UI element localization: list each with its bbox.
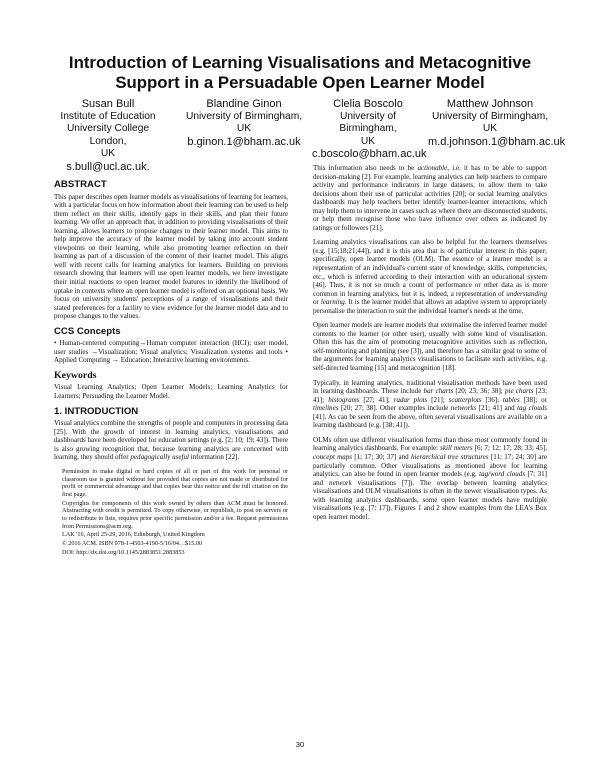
author-affiliation: Institute of Education — [60, 110, 156, 122]
text-run: [21; 41] and — [478, 404, 515, 413]
text-run: [27; 41]; — [363, 395, 390, 404]
author-email[interactable]: b.ginon.1@bham.ac.uk — [187, 135, 301, 148]
emphasis: timelines — [313, 404, 339, 413]
text-run: [38]; or — [523, 395, 547, 404]
permission-text: Copyrights for components of this work owned by others than ACM must be honored. Abstracting with credit is permitted. To copy otherwise, or republish, to post on servers or to redistribute to lists, requires prior specific permission and/or a fee. Request permissions from Permissions@acm.org. — [62, 499, 288, 530]
text-run: [21]; — [431, 395, 445, 404]
text-run: Typically, in learning analytics, traditional visualisation methods have been used in learning dashboards. These include — [313, 378, 547, 396]
text-run: Learning analytics visualisations can also be helpful for the learners themselves (e.g. [15;18;21;44]), and it is this area that is of particular interest in this paper; specifically, open learner models (OLM). The essence of a learner model is a representation of an individual's current state of knowledge, skills, competencies, etc., which is inferred according to their interaction with an educational system [46]. Thus, it is not so much a count of performance or other data as is more common in learning analytics, but it is, indeed, a representation of — [313, 238, 547, 298]
introduction-heading: 1. INTRODUCTION — [54, 405, 139, 417]
author-email[interactable]: c.boscolo@bham.ac.uk — [312, 148, 427, 161]
introduction-paragraph — [54, 419, 288, 462]
emphasis: bar charts — [423, 387, 454, 396]
emphasis: networks — [450, 404, 477, 413]
text-run: [20; 23; 36; 38]; — [455, 387, 503, 396]
body-paragraph — [313, 379, 547, 430]
text-run: , i.e. it has to be able to support decision-making [2]. For example, learning analytics can help teachers to compare activity and performance indicators in large datasets, to allow them to take decisions about their use of particular activities [20]; or social learning analytics dashboards may help teachers better identify learner-learner interactions, which may help them to intervene in cases such as where there are disconnected students, or help them recognise those who have influence over others as indicated by ratings or followers [21]. — [313, 164, 548, 232]
abstract-heading: ABSTRACT — [54, 179, 107, 190]
author-name: Susan Bull — [81, 98, 135, 110]
ccs-text: • Human-centered computing→Human computer interaction (HCI); user model, user studies →Visualization; Visual analytics; Visualization systems and tools • Applied Computing → Education; Interactive learning environments. — [54, 339, 288, 365]
text-run: [23; 41]; — [313, 387, 548, 404]
text-run: [7; 31] and — [313, 470, 548, 487]
emphasis: concept maps — [313, 452, 353, 461]
keywords-heading: Keywords — [54, 369, 97, 381]
author-affiliation: University of Birmingham, — [431, 110, 549, 122]
paper-title: Introduction of Learning Visualisations and Metacognitive Support in a Persuadable Open Learner Model — [68, 53, 532, 92]
author-affiliation: University of Birmingham, — [339, 110, 397, 135]
text-run: . It is the learner model that allows an adaptive system to appropriately personalise the interaction to suit the individual learner's needs at the time. — [313, 298, 547, 315]
text-run: [20; 27; 38]. Other examples include — [340, 404, 449, 413]
permission-block — [62, 468, 288, 557]
emphasis: tables — [502, 395, 520, 404]
text-run: OLMs often use different visualisation forms than those most commonly found in learning analytics dashboards. For example: — [313, 435, 547, 453]
body-paragraph — [313, 238, 547, 315]
emphasis: skill meters — [440, 444, 473, 453]
ccs-heading: CCS Concepts — [54, 325, 121, 337]
author-affiliation: UK — [236, 123, 252, 135]
text-run: Visual analytics combine the strengths of people and computers in processing data [25]. With the growth of interest in learning analytics, visualisations and dashboards have been developed for education settings (e.g. [2; 10; 19; 43]). There is also growing recognition that, because learning analytics are concerned with learning, they should offer — [54, 419, 288, 462]
emphasis: understanding — [506, 289, 547, 298]
body-paragraph — [313, 436, 547, 521]
text-run: [41]. As can be seen from the above, often several visualisations are available on a learning dashboard (e.g. [38; 41]). — [313, 412, 547, 430]
author-affiliation: University of Birmingham, — [185, 110, 303, 122]
emphasis: scatterplots — [448, 395, 482, 404]
copyright-isbn: © 2016 ACM. ISBN 978-1-4503-4190-5/16/04…$15.00 — [62, 540, 203, 548]
author-affiliation: University College London, — [66, 123, 150, 147]
author-1 — [56, 98, 160, 174]
left-column — [54, 174, 288, 558]
emphasis: tag clouds — [517, 404, 548, 413]
author-3 — [312, 98, 427, 161]
author-affiliation: UK — [100, 148, 116, 160]
text-run: [36]; — [485, 395, 500, 404]
body-paragraph — [313, 164, 547, 232]
text-run: This information also needs to be — [313, 164, 415, 172]
emphasis: histograms — [328, 395, 360, 404]
emphasis: hierarchical tree structures — [410, 452, 489, 461]
conference-info: LAK '16, April 25-29, 2016, Edinburgh, United Kingdom — [62, 531, 205, 539]
permission-text: Permission to make digital or hard copies of all or part of this work for personal or classroom use is granted without fee provided that copies are not made or distributed for profit or commercial advantage and that copies bear this notice and the full citation on the first page. — [62, 467, 288, 498]
text-run: [6; 7; 12; 17; 28; 33; 45], — [474, 444, 547, 453]
author-email[interactable]: m.d.johnson.1@bham.ac.uk — [428, 135, 566, 148]
text-run: [11; 17; 24; 30] are particularly common. Other visualisations as mentioned above for learning analytics, can also be found in open learner models (e.g. — [313, 452, 547, 479]
emphasis: network — [329, 478, 352, 487]
emphasis: actionable — [417, 164, 448, 172]
doi-link[interactable]: DOI: http://dx.doi.org/10.1145/2883851.2883853 — [62, 548, 185, 556]
author-affiliation: UK — [360, 135, 376, 147]
text-run: visualisations [7]). The overlap between learning analytics visualisations and OLM visualisations is often in the newer visualisation types. As with learning analytics dashboards, some open learner models have multiple visualisations (e.g. [7; 17]). Figures 1 and 2 show examples from the LEA's Box open learner model. — [313, 478, 547, 521]
emphasis: tag/word clouds — [479, 470, 526, 479]
author-email[interactable]: s.bull@ucl.ac.uk. — [66, 160, 150, 173]
abstract-text: This paper describes open learner models as visualisations of learning for learners, with a particular focus on how information about their learning can be used to help them reflect on their skills, identify gaps in their skills, and plan their future learning. We offer an approach that, in addition to providing visualisations of their learning, allows learners to propose changes to their learner model. This aims to help improve the accuracy of the learner model by taking into account student viewpoints on their learning, while also promoting learner reflection on their learning as part of a discussion of the content of their learner model. This aligns well with recent calls for learning analytics for learners. Building on previous research showing that learners will use open learner models, we here investigate their initial reactions to open learner model features to identify the likelihood of uptake in contexts where an open learner model is offered on an optional basis. We focus on university students' perceptions of a range of visualisations and their stated preferences for a facility to view evidence for the learner model data and to propose changes to the values. — [54, 192, 288, 321]
author-name: Clelia Boscolo — [333, 98, 403, 110]
emphasis: learning — [320, 298, 345, 307]
text-run: [1; 17; 30; 37] and — [354, 452, 409, 461]
author-affiliation: UK — [482, 123, 498, 135]
text-run: information [22]. — [190, 453, 240, 462]
author-name: Matthew Johnson — [446, 98, 534, 110]
body-paragraph: Open learner models are learner models that externalise the inferred learner model contents to the learner (or other user), usually with some kind of visualisation. Often this has the aim of promoting metacognitive activities such as reflection, self-monitoring and planning (see [3]), and therefore has a similar goal to some of the arguments for learning analytics visualisations to facilitate such activities, e.g. self-directed learning [15] and metacognition [18]. — [313, 321, 547, 373]
right-column — [313, 164, 547, 527]
emphasis: pie charts — [504, 387, 534, 396]
emphasis: radar plots — [393, 395, 428, 404]
author-2 — [180, 98, 308, 148]
page-number: 30 — [295, 740, 305, 749]
keywords-text: Visual Learning Analytics; Open Learner Models; Learning Analytics for Learners; Persuading the Learner Model. — [54, 383, 288, 401]
author-name: Blandine Ginon — [206, 98, 282, 110]
emphasis: pedagogically useful — [130, 453, 189, 462]
text-run: or — [313, 298, 319, 307]
author-4 — [428, 98, 566, 148]
